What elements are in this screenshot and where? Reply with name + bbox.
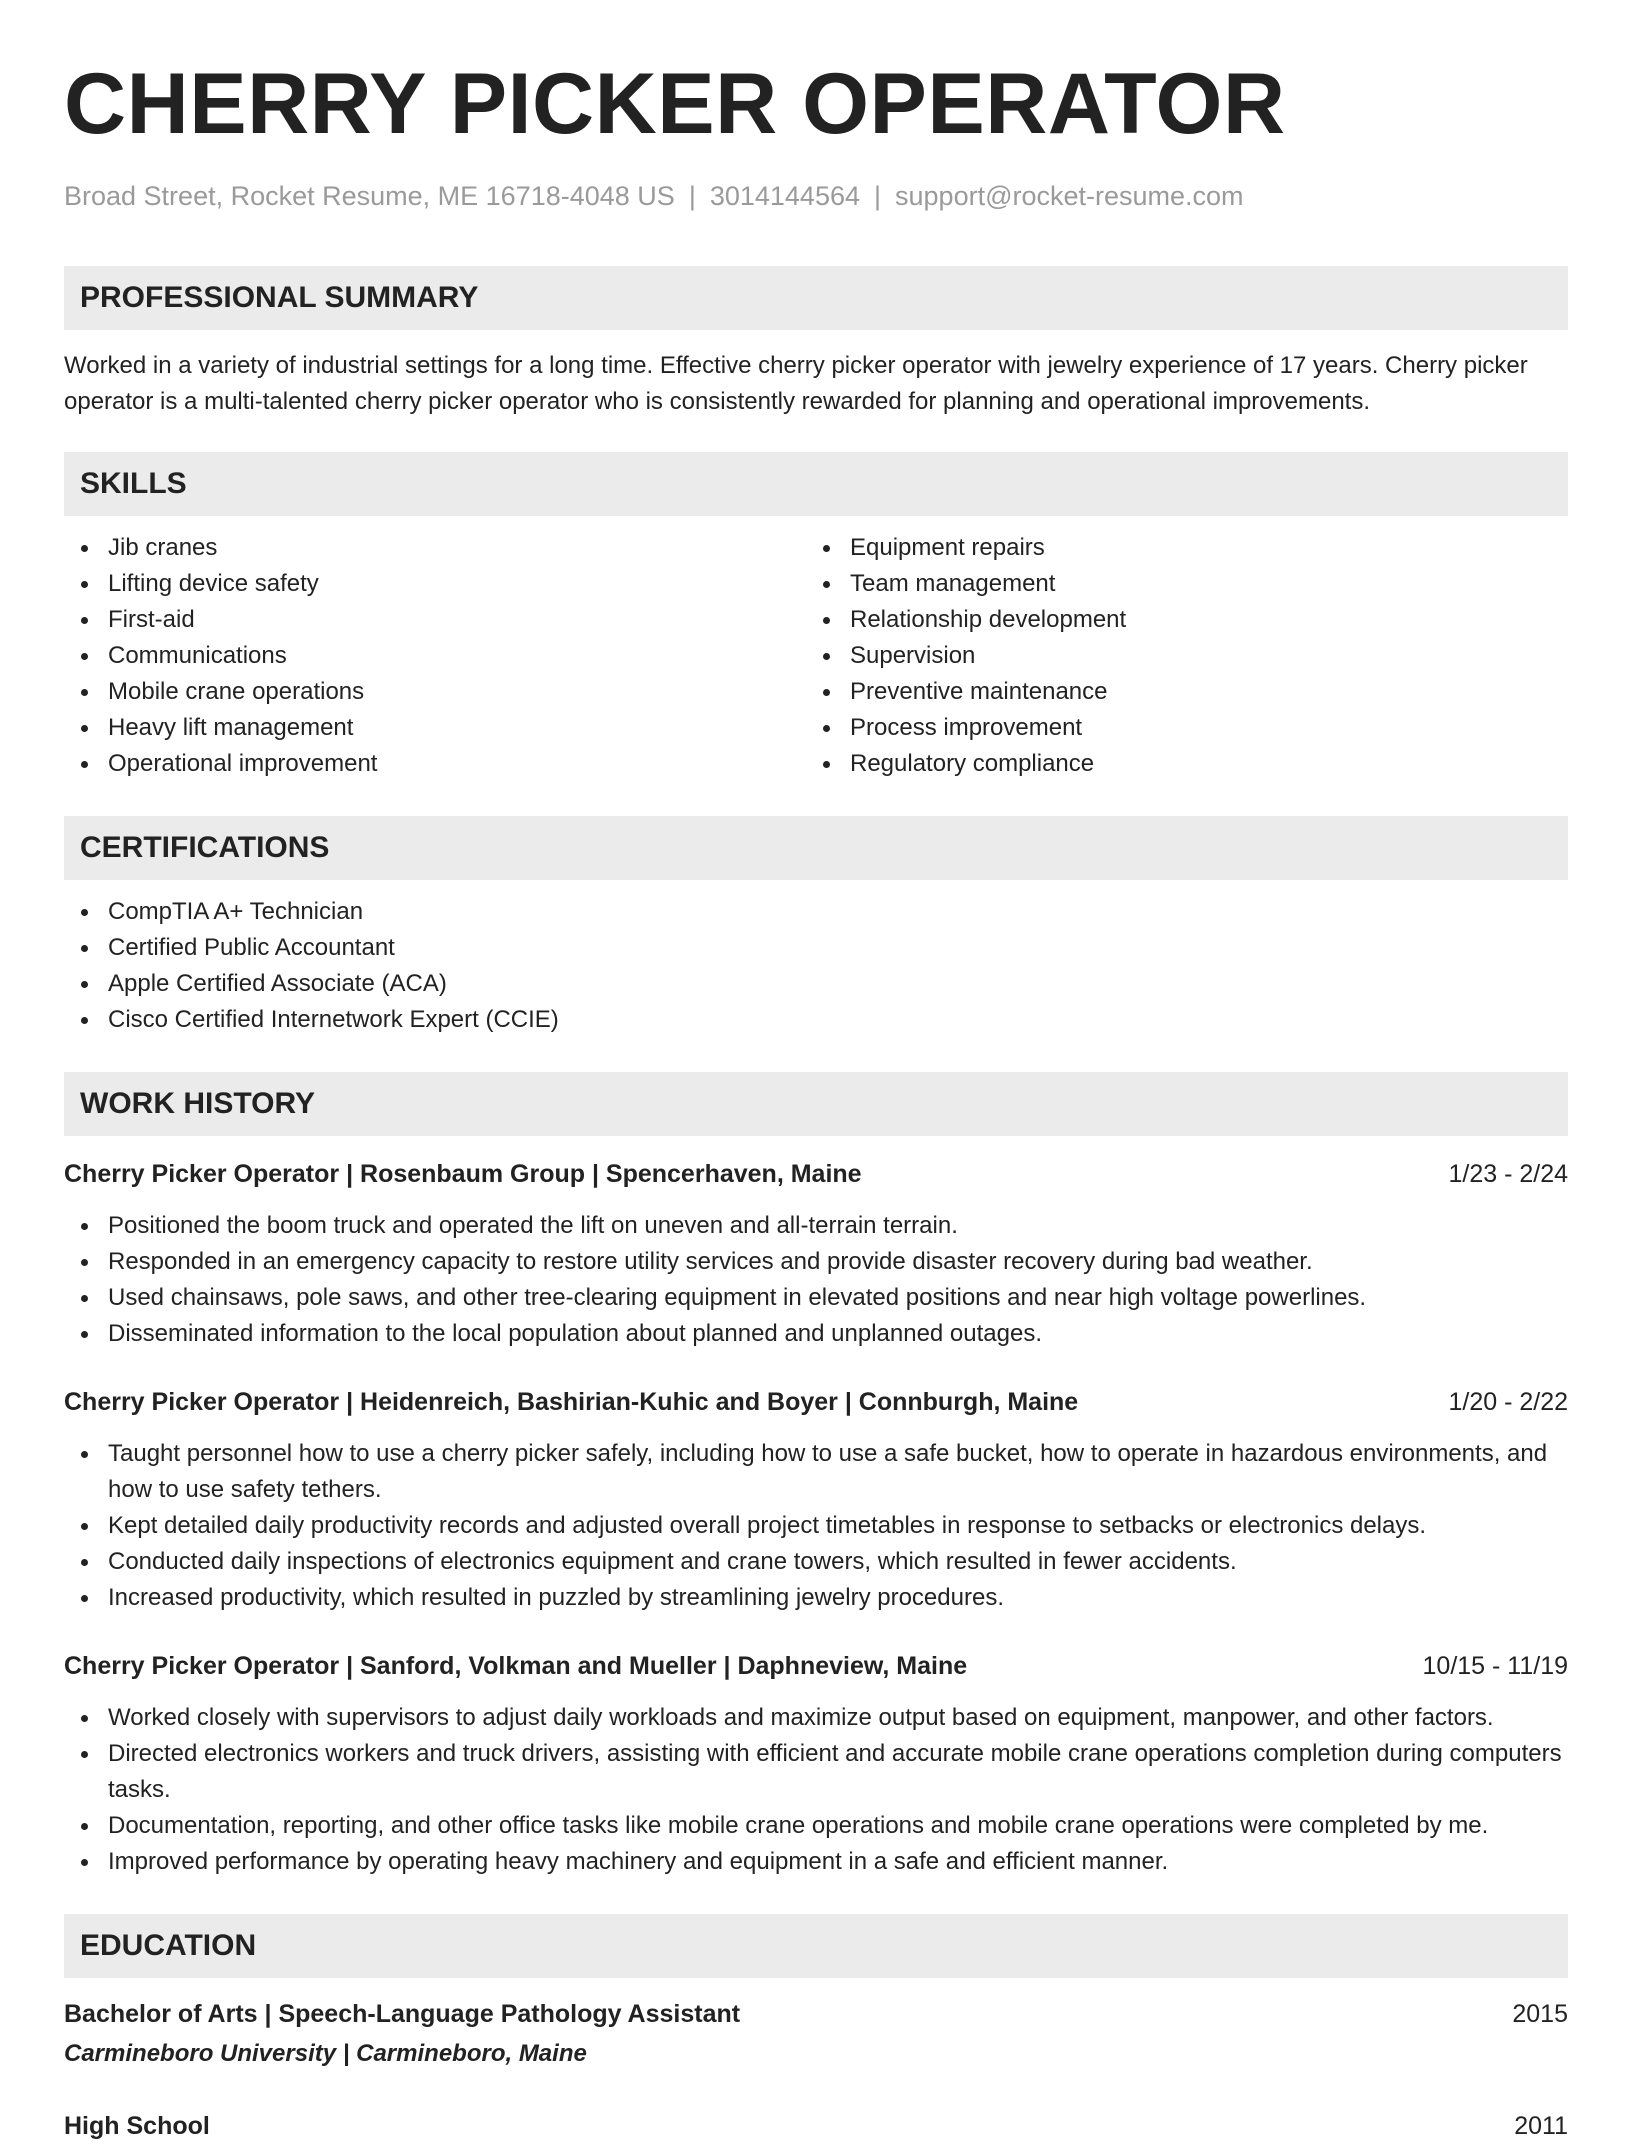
skills-grid (64, 530, 1568, 782)
contact-email[interactable]: support@rocket-resume.com (895, 181, 1244, 211)
skill-item: Regulatory compliance (806, 746, 1548, 782)
skill-item: Relationship development (806, 602, 1548, 638)
job-bullet: Increased productivity, which resulted in puzzled by streamlining jewelry procedures. (64, 1580, 1568, 1616)
education-degree: Bachelor of Arts | Speech-Language Pathology Assistant (64, 2000, 741, 2028)
job-title: Cherry Picker Operator | Sanford, Volkman and Mueller | Daphneview, Maine (64, 1652, 968, 1680)
resume-page (64, 0, 1568, 2144)
job-bullet: Responded in an emergency capacity to restore utility services and provide disaster recovery during bad weather. (64, 1244, 1568, 1280)
job-header (64, 1384, 1568, 1420)
section-heading-certifications: CERTIFICATIONS (64, 816, 1568, 880)
job-bullet: Documentation, reporting, and other office tasks like mobile crane operations and mobile crane operations were completed by me. (64, 1808, 1568, 1844)
skill-item: Lifting device safety (64, 566, 806, 602)
education-entry (64, 1996, 1568, 2072)
job-bullet: Positioned the boom truck and operated the lift on uneven and all-terrain terrain. (64, 1208, 1568, 1244)
certification-item: Apple Certified Associate (ACA) (64, 966, 1568, 1002)
skill-item: Supervision (806, 638, 1548, 674)
education-header (64, 2108, 1568, 2144)
job-entry (64, 1156, 1568, 1352)
skill-item: Mobile crane operations (64, 674, 806, 710)
skill-item: Team management (806, 566, 1548, 602)
job-entry (64, 1648, 1568, 1880)
job-bullet: Worked closely with supervisors to adjust daily workloads and maximize output based on equipment, manpower, and other factors. (64, 1700, 1568, 1736)
job-bullet: Disseminated information to the local population about planned and unplanned outages. (64, 1316, 1568, 1352)
job-bullets (64, 1700, 1568, 1880)
section-heading-work-history: WORK HISTORY (64, 1072, 1568, 1136)
skills-list-right (806, 530, 1548, 782)
section-heading-summary: PROFESSIONAL SUMMARY (64, 266, 1568, 330)
resume-title: CHERRY PICKER OPERATOR (64, 56, 1286, 152)
job-bullets (64, 1436, 1568, 1616)
job-entry (64, 1384, 1568, 1616)
education-entry (64, 2108, 1568, 2144)
education-year: 2015 (1512, 2000, 1568, 2028)
job-bullet: Directed electronics workers and truck drivers, assisting with efficient and accurate mobile crane operations completion during computers tasks. (64, 1736, 1568, 1808)
summary-text: Worked in a variety of industrial settings for a long time. Effective cherry picker operator with jewelry experience of 17 years. Cherry picker operator is a multi-talented cherry picker operator who is consistently rewarded for planning and operational improvements. (64, 352, 1528, 415)
job-title: Cherry Picker Operator | Rosenbaum Group | Spencerhaven, Maine (64, 1160, 862, 1188)
job-header (64, 1156, 1568, 1192)
job-bullet: Taught personnel how to use a cherry picker safely, including how to use a safe bucket, how to operate in hazardous environments, and how to use safety tethers. (64, 1436, 1568, 1508)
job-bullet: Kept detailed daily productivity records and adjusted overall project timetables in response to setbacks or electronics delays. (64, 1508, 1568, 1544)
education-degree: High School (64, 2112, 210, 2140)
skill-item: Equipment repairs (806, 530, 1548, 566)
contact-separator: | (688, 181, 696, 211)
contact-line (64, 180, 1568, 212)
certification-item: CompTIA A+ Technician (64, 894, 1568, 930)
job-bullet: Improved performance by operating heavy machinery and equipment in a safe and efficient manner. (64, 1844, 1568, 1880)
contact-separator: | (874, 181, 882, 211)
skills-list-left (64, 530, 806, 782)
job-bullets (64, 1208, 1568, 1352)
section-heading-skills: SKILLS (64, 452, 1568, 516)
skill-item: First-aid (64, 602, 806, 638)
skill-item: Heavy lift management (64, 710, 806, 746)
skill-item: Preventive maintenance (806, 674, 1548, 710)
job-bullet: Used chainsaws, pole saws, and other tree-clearing equipment in elevated positions and near high voltage powerlines. (64, 1280, 1568, 1316)
contact-address: Broad Street, Rocket Resume, ME 16718-4048 US (64, 181, 675, 211)
job-dates: 1/23 - 2/24 (1448, 1160, 1568, 1188)
certification-item: Cisco Certified Internetwork Expert (CCIE) (64, 1002, 1568, 1038)
job-title: Cherry Picker Operator | Heidenreich, Bashirian-Kuhic and Boyer | Connburgh, Maine (64, 1388, 1079, 1416)
skill-item: Jib cranes (64, 530, 806, 566)
certification-item: Certified Public Accountant (64, 930, 1568, 966)
job-dates: 10/15 - 11/19 (1422, 1652, 1568, 1680)
education-year: 2011 (1514, 2112, 1568, 2140)
job-bullet: Conducted daily inspections of electronics equipment and crane towers, which resulted in fewer accidents. (64, 1544, 1568, 1580)
education-header (64, 1996, 1568, 2032)
skill-item: Operational improvement (64, 746, 806, 782)
certifications-list (64, 894, 1568, 1038)
section-heading-education: EDUCATION (64, 1914, 1568, 1978)
job-header (64, 1648, 1568, 1684)
skill-item: Process improvement (806, 710, 1548, 746)
education-school: Carmineboro University | Carmineboro, Maine (64, 2040, 587, 2067)
contact-phone[interactable]: 3014144564 (709, 181, 860, 211)
job-dates: 1/20 - 2/22 (1448, 1388, 1568, 1416)
skill-item: Communications (64, 638, 806, 674)
